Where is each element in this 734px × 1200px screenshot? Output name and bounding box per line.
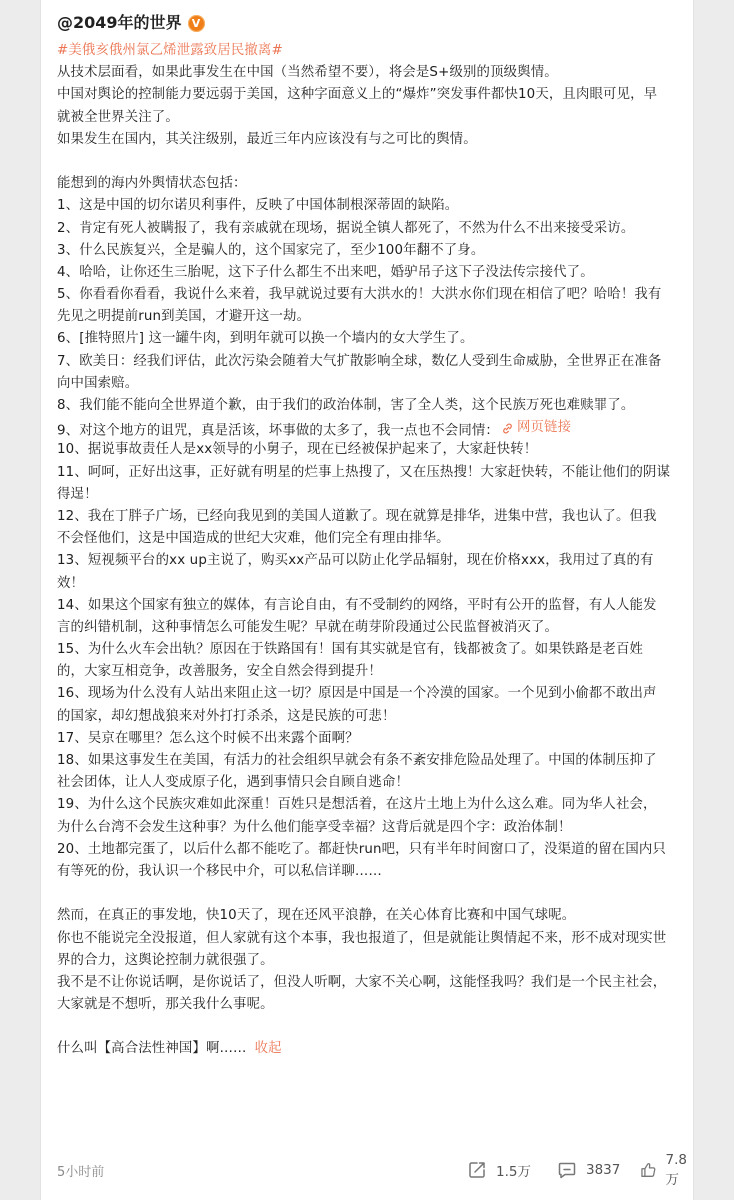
list-item: 20、土地都完蛋了，以后什么都不能吃了。都赶快run吧，只有半年时间窗口了，没渠道的留在国内只 — [57, 841, 666, 857]
like-icon — [639, 1159, 658, 1181]
list-item: 6、[推特照片] 这一罐牛肉，到明年就可以换一个墙内的女大学生了。 — [57, 331, 474, 347]
list-item: 14、如果这个国家有独立的媒体，有言论自由，有不受制约的网络，平时有公开的监督，有人人能发 — [57, 597, 657, 613]
collapse-button[interactable]: 收起 — [254, 1041, 282, 1057]
body-line: 然而，在真正的事发地，快10天了，现在还风平浪静，在关心体育比赛和中国气球呢。 — [57, 908, 576, 924]
body-line: 你也不能说完全没报道，但人家就有这个本事，我也报道了，但是就能让舆情起不来，形不成对现实世 — [57, 930, 667, 946]
web-link[interactable] — [499, 417, 571, 439]
list-item: 有等死的份，我认识一个移民中介，可以私信详聊…… — [57, 863, 382, 879]
list-item: 16、现场为什么没有人站出来阻止这一切？原因是中国是一个冷漠的国家。一个见到小偷都不敢出声 — [57, 686, 657, 702]
list-item: 8、我们能不能向全世界道个歉，由于我们的政治体制，害了全人类，这个民族万死也难赎罪了。 — [57, 398, 635, 413]
weibo-post-card — [40, 0, 694, 1200]
list-item: 言的纠错机制，这种事情怎么可能发生呢？早就在萌芽阶段通过公民监督被消灭了。 — [57, 619, 559, 635]
list-item-text: 9、对这个地方的诅咒，真是活该，坏事做的太多了，我一点也不会同情： — [57, 423, 499, 439]
repost-count: 1.5万 — [496, 1164, 531, 1180]
list-item: 向中国索赔。 — [57, 375, 139, 391]
list-item: 15、为什么火车会出轨？原因在于铁路国有！国有其实就是官有，钱都被贪了。如果铁路是老百姓 — [57, 642, 644, 658]
post-body — [57, 40, 683, 1061]
body-line: 我不是不让你说话啊，是你说话了，但没人听啊，大家不关心啊，这能怪我吗？我们是一个民主社会， — [57, 974, 667, 990]
body-line — [57, 1038, 683, 1060]
post-time[interactable]: 5小时前 — [57, 1165, 105, 1180]
repost-icon — [466, 1159, 488, 1181]
list-item: 7、欧美日：经我们评估，此次污染会随着大气扩散影响全球，数亿人受到生命威胁，全世界正在准备 — [57, 353, 662, 369]
final-text: 什么叫【高合法性神国】啊…… — [57, 1041, 247, 1057]
list-item: 11、呵呵，正好出这事，正好就有明星的烂事上热搜了，又在压热搜！大家赶快转，不能让他们的阴谋 — [57, 464, 671, 480]
list-item: 1、这是中国的切尔诺贝利事件，反映了中国体制根深蒂固的缺陷。 — [57, 198, 459, 214]
body-line: 如果发生在国内，其关注级别，最近三年内应该没有与之可比的舆情。 — [57, 131, 477, 147]
hashtag-link[interactable]: #美俄亥俄州氯乙烯泄露致居民撤离# — [57, 43, 283, 58]
repost-button[interactable] — [466, 1156, 531, 1184]
list-item: 为什么台湾不会发生这种事？为什么他们能享受幸福？这背后就是四个字：政治体制！ — [57, 819, 572, 835]
web-link-label[interactable]: 网页链接 — [516, 420, 572, 436]
body-line: 从技术层面看，如果此事发生在中国（当然希望不要），将会是S+级别的顶级舆情。 — [57, 65, 558, 81]
body-line: 界的合力，这舆论控制力就很强了。 — [57, 952, 274, 968]
list-item: 社会团体，让人人变成原子化，遇到事情只会自顾自逃命！ — [57, 775, 410, 791]
link-icon — [501, 422, 514, 435]
post-footer — [41, 1150, 695, 1190]
body-line: 中国对舆论的控制能力要远弱于美国，这种字面意义上的“爆炸”突发事件都快10天，且肉眼可见，早 — [57, 87, 658, 103]
verified-badge-icon: V — [188, 15, 205, 32]
list-item: 12、我在丁胖子广场，已经向我见到的美国人道歉了。现在就算是排华，进集中营，我也认了。但我 — [57, 508, 657, 524]
list-item: 18、如果这事发生在美国，有活力的社会组织早就会有条不紊安排危险品处理了。中国的体制压抑了 — [57, 753, 657, 768]
body-line: 大家就是不想听，那关我什么事呢。 — [57, 997, 274, 1013]
list-item: 2、肯定有死人被瞒报了，我有亲戚就在现场，据说全镇人都死了，不然为什么不出来接受采访。 — [57, 220, 635, 236]
body-line: 就被全世界关注了。 — [57, 109, 179, 125]
like-button[interactable] — [639, 1152, 695, 1188]
list-item: 10、据说事故责任人是xx领导的小舅子，现在已经被保护起来了，大家赶快转！ — [57, 442, 538, 458]
list-item: 的，大家互相竞争，改善服务，安全自然会得到提升！ — [57, 664, 382, 680]
like-count: 7.8万 — [665, 1152, 688, 1188]
list-item: 17、吴京在哪里？怎么这个时候不出来露个面啊？ — [57, 730, 359, 746]
post-header — [57, 8, 205, 38]
list-item: 不会怪他们，这是中国造成的世纪大灾难，他们完全有理由排华。 — [57, 531, 450, 547]
list-item: 先见之明提前run到美国，才避开这一劫。 — [57, 309, 311, 325]
list-item: 得逞！ — [57, 486, 98, 502]
list-item: 13、短视频平台的xx up主说了，购买xx产品可以防止化学品辐射，现在价格xxx，我用过了真的有 — [57, 553, 654, 569]
list-heading: 能想到的海内外舆情状态包括： — [57, 176, 247, 192]
list-item: 的国家，却幻想战狼来对外打打杀杀，这是民族的可悲！ — [57, 708, 396, 724]
list-item — [57, 417, 683, 439]
comment-count: 3837 — [586, 1162, 621, 1178]
comment-icon — [556, 1159, 578, 1181]
author-name[interactable]: @2049年的世界 — [57, 13, 182, 32]
list-item: 5、你看看你看看，我说什么来着，我早就说过要有大洪水的！大洪水你们现在相信了吧？哈哈！我有 — [57, 287, 662, 303]
list-item: 19、为什么这个民族灾难如此深重！百姓只是想活着，在这片土地上为什么这么难。同为华人社会， — [57, 797, 657, 813]
list-item: 4、哈哈，让你还生三胎呢，这下子什么都生不出来吧，婚驴吊子这下子没法传宗接代了。 — [57, 264, 594, 280]
list-item: 效！ — [57, 575, 85, 591]
list-item: 3、什么民族复兴，全是骗人的，这个国家完了，至少100年翻不了身。 — [57, 242, 485, 258]
comment-button[interactable] — [556, 1156, 620, 1184]
